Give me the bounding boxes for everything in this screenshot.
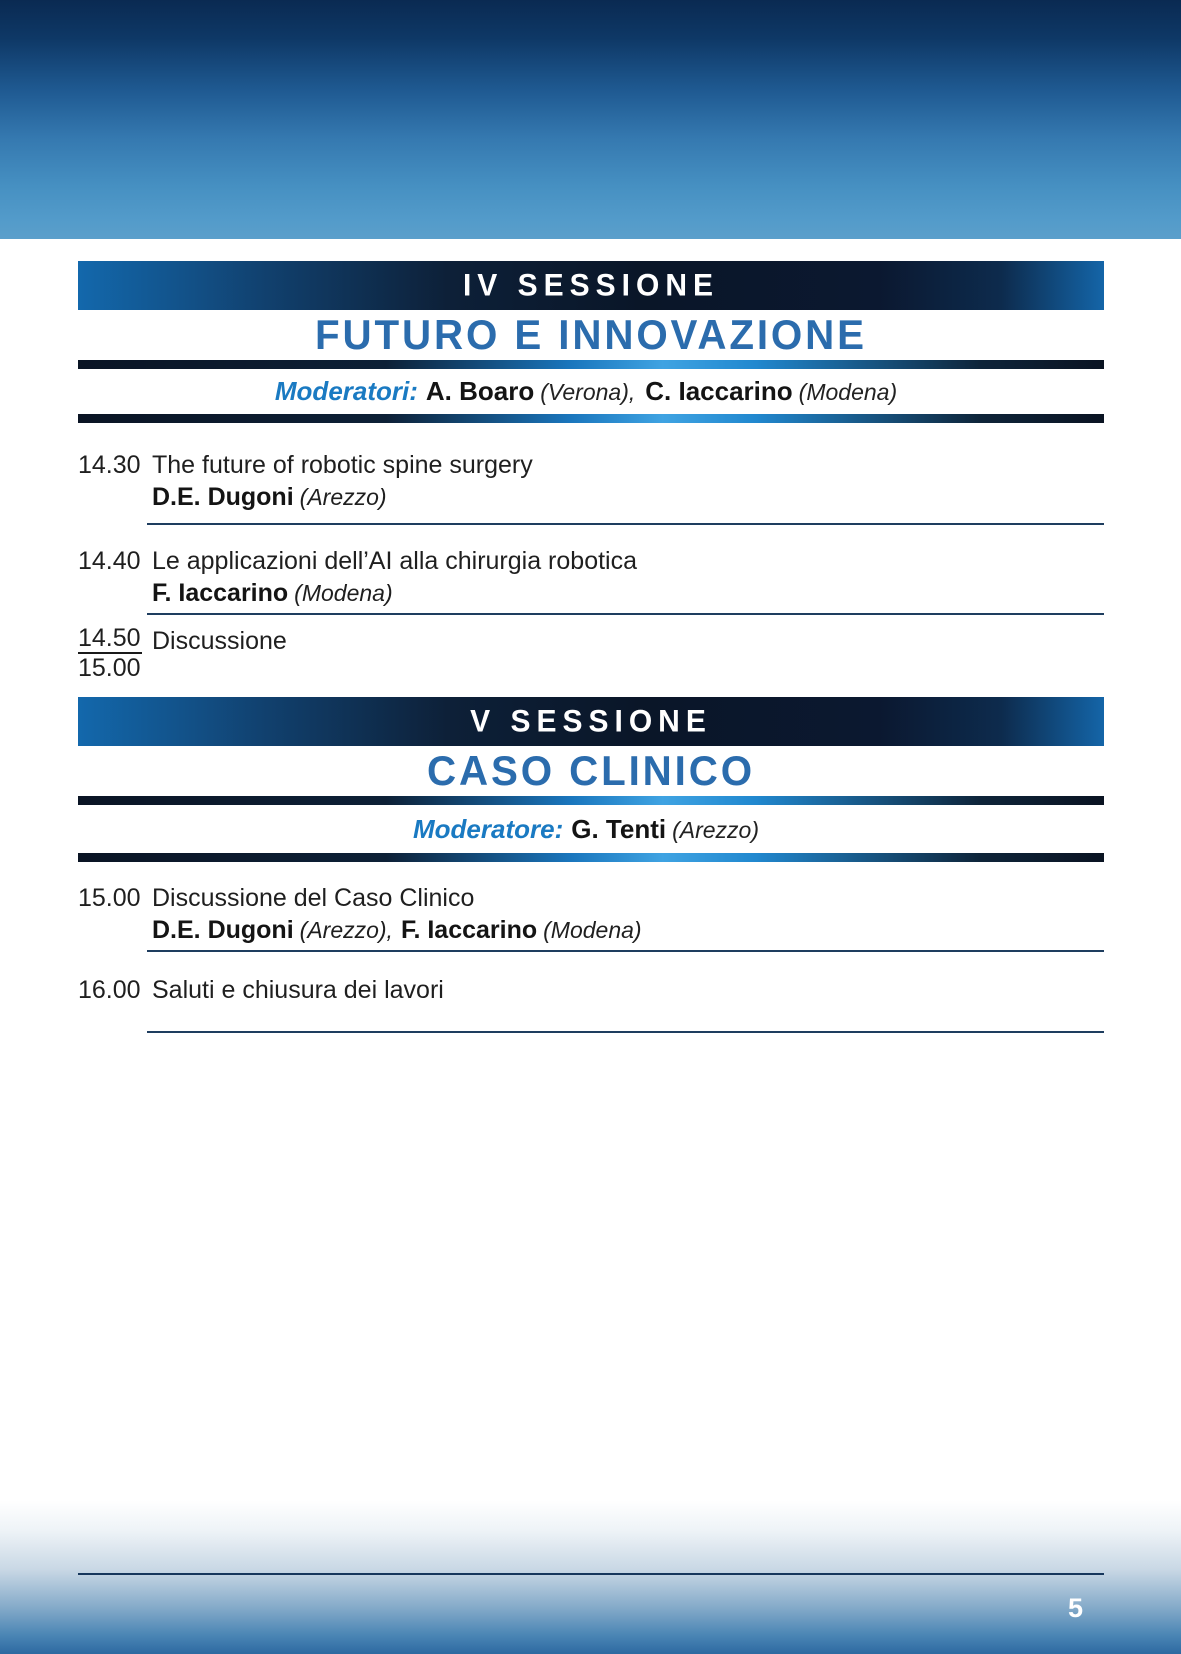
gradient-divider-bar — [78, 796, 1104, 805]
row-speakers — [152, 914, 1104, 946]
speaker-name: D.E. Dugoni — [152, 916, 294, 944]
gradient-divider-bar — [78, 360, 1104, 369]
footer-rule-line — [78, 1573, 1104, 1575]
session-iv — [78, 261, 1104, 681]
row-time-start: 14.50 — [78, 624, 141, 652]
row-time: 16.00 — [78, 976, 141, 1004]
gradient-divider-bar — [78, 414, 1104, 423]
row-separator — [147, 1031, 1104, 1033]
speaker-city: (Arezzo), — [299, 917, 393, 943]
top-gradient-band — [0, 0, 1181, 239]
session-v-title: CASO CLINICO — [426, 747, 755, 794]
row-title: Le applicazioni dell’AI alla chirurgia robotica — [152, 547, 637, 575]
row-time: 14.30 — [78, 451, 141, 479]
row-title: The future of robotic spine surgery — [152, 451, 533, 479]
session-iv-banner-label: IV SESSIONE — [462, 267, 720, 303]
speaker-name: F. Iaccarino — [400, 916, 538, 944]
schedule-row — [78, 423, 1104, 523]
row-time: 15.00 — [78, 884, 141, 912]
moderator-city: (Modena) — [798, 379, 898, 405]
speaker-name: F. Iaccarino — [152, 579, 289, 607]
bottom-gradient-band — [0, 1500, 1181, 1654]
schedule-row — [78, 525, 1104, 613]
moderators-label: Moderatore: — [412, 814, 564, 844]
row-speakers — [152, 481, 1104, 513]
schedule-row — [78, 952, 1104, 1031]
page-number: 5 — [1068, 1593, 1085, 1623]
speaker-city: (Modena) — [294, 580, 393, 606]
session-iv-moderators — [78, 369, 1104, 412]
speaker-name: D.E. Dugoni — [152, 483, 294, 511]
row-time-range — [78, 625, 142, 681]
program-content — [78, 261, 1104, 1033]
moderators-label: Moderatori: — [274, 376, 418, 406]
session-iv-banner — [78, 261, 1104, 310]
speaker-city: (Arezzo) — [299, 484, 387, 510]
schedule-row — [78, 615, 1104, 681]
session-v — [78, 697, 1104, 1033]
row-title: Discussione del Caso Clinico — [152, 884, 475, 912]
session-v-moderators — [78, 805, 1104, 851]
session-v-banner — [78, 697, 1104, 746]
speaker-city: (Modena) — [543, 917, 642, 943]
moderator-city: (Verona), — [540, 379, 636, 405]
session-iv-title: FUTURO E INNOVAZIONE — [315, 311, 867, 358]
moderator-name: C. Iaccarino — [645, 376, 793, 406]
row-title: Discussione — [152, 627, 287, 655]
schedule-row — [78, 862, 1104, 950]
moderator-name: A. Boaro — [425, 376, 535, 406]
row-time: 14.40 — [78, 547, 141, 575]
session-v-banner-label: V SESSIONE — [470, 703, 712, 739]
moderator-name: G. Tenti — [571, 814, 667, 844]
session-v-schedule — [78, 862, 1104, 1033]
gradient-divider-bar — [78, 853, 1104, 862]
row-speakers — [152, 577, 1104, 609]
session-iv-schedule — [78, 423, 1104, 681]
row-time-end: 15.00 — [78, 654, 141, 682]
row-title: Saluti e chiusura dei lavori — [152, 976, 444, 1004]
moderator-city: (Arezzo) — [672, 817, 759, 843]
